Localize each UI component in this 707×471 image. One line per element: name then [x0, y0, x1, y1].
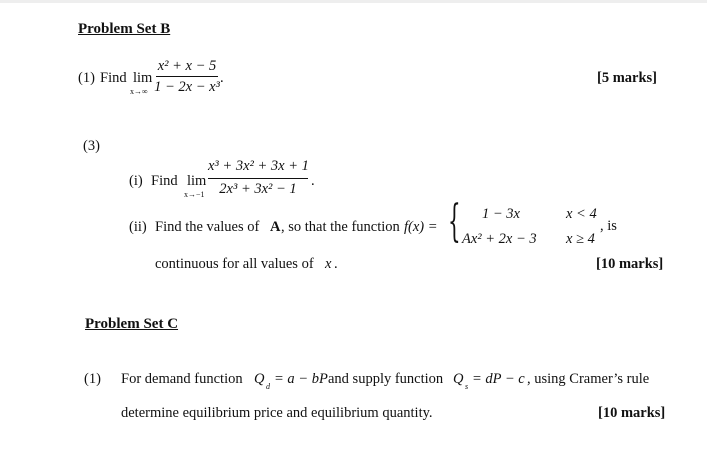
question-text-end: , using Cramer’s rule — [527, 371, 650, 387]
fraction-numerator: x³ + 3x² + 3x + 1 — [208, 158, 309, 174]
part-label: (i) — [129, 173, 143, 189]
continuation-end: . — [334, 256, 338, 272]
function-name: f(x) = — [404, 219, 438, 235]
fraction-denominator: 1 − 2x − x³ — [154, 79, 220, 95]
case-1-condition: x < 4 — [566, 206, 597, 222]
lim-operator: lim — [187, 173, 207, 189]
limit-fraction — [208, 158, 308, 202]
supply-expression: = dP − c — [472, 371, 525, 387]
continuation-text: continuous for all values of — [155, 256, 314, 272]
question-line-2: determine equilibrium price and equilibrium quantity. — [121, 405, 433, 421]
supply-subscript: s — [465, 382, 469, 391]
lim-subscript: x→∞ — [130, 87, 148, 96]
question-number: (3) — [83, 138, 100, 154]
continuation-variable: x — [325, 256, 332, 272]
part-label: (ii) — [129, 219, 147, 235]
fraction-bar — [156, 76, 218, 77]
lim-subscript: x→−1 — [184, 190, 205, 199]
limit-fraction — [156, 58, 218, 100]
part-prompt-start: Find the values of — [155, 219, 260, 235]
question-prompt: Find — [100, 70, 127, 86]
fraction-bar — [208, 178, 308, 179]
case-2-condition: x ≥ 4 — [566, 231, 595, 247]
expression-end: . — [311, 173, 315, 189]
supply-symbol: Q — [453, 371, 464, 387]
lim-operator: lim — [133, 70, 153, 86]
question-text-middle: and supply function — [328, 371, 444, 387]
part-prompt: Find — [151, 173, 178, 189]
fraction-denominator: 2x³ + 3x² − 1 — [219, 181, 297, 197]
part-prompt-end: , so that the function — [281, 219, 400, 235]
case-2-expression: Ax² + 2x − 3 — [462, 231, 537, 247]
variable-a: A — [270, 219, 281, 235]
part-tail: , is — [600, 218, 617, 234]
case-1-expression: 1 − 3x — [482, 206, 520, 222]
expression-end: . — [220, 70, 224, 86]
question-number: (1) — [78, 70, 95, 86]
fraction-numerator: x² + x − 5 — [157, 58, 217, 74]
question-number: (1) — [84, 371, 101, 387]
question-text-start: For demand function — [121, 371, 243, 387]
demand-expression: = a − bP — [274, 371, 328, 387]
problem-set-c-heading: Problem Set C — [85, 316, 179, 332]
piecewise-brace: { — [448, 196, 461, 247]
problem-set-b-heading: Problem Set B — [78, 21, 171, 37]
demand-subscript: d — [266, 382, 270, 391]
marks-label: [5 marks] — [597, 70, 658, 86]
demand-symbol: Q — [254, 371, 265, 387]
marks-label: [10 marks] — [596, 256, 664, 272]
marks-label: [10 marks] — [598, 405, 666, 421]
page-top-edge — [0, 0, 707, 3]
